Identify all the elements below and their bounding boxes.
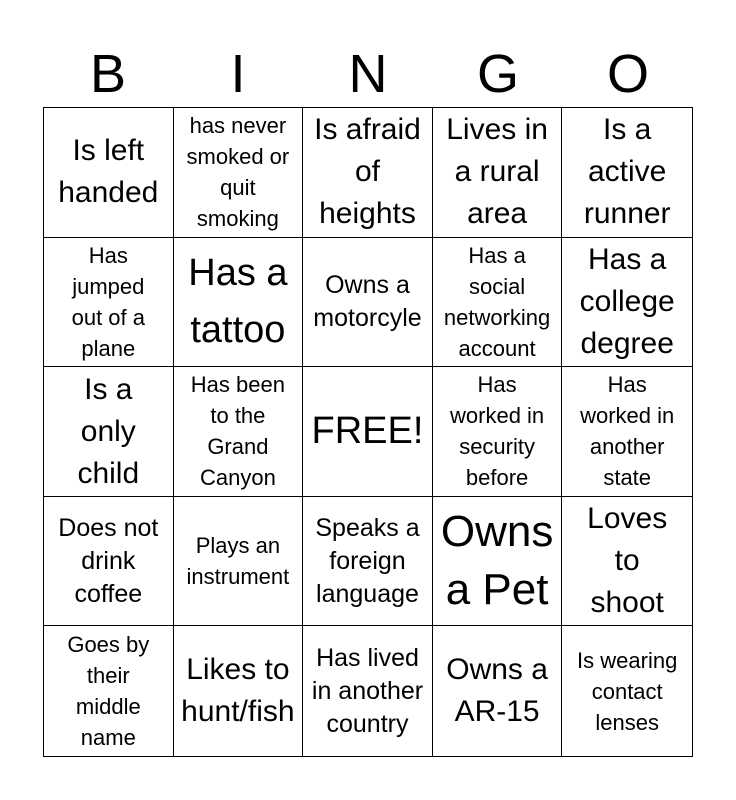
bingo-cell[interactable]: Plays an instrument	[174, 497, 304, 627]
bingo-header	[43, 40, 693, 108]
free-space[interactable]: FREE!	[303, 367, 433, 497]
bingo-cell[interactable]: Owns a Pet	[433, 497, 563, 627]
bingo-cell[interactable]: Goes by their middle name	[44, 626, 174, 756]
bingo-cell[interactable]: Has jumped out of a plane	[44, 238, 174, 368]
bingo-cell[interactable]: Has a college degree	[562, 238, 692, 368]
bingo-cell[interactable]: Has a social networking account	[433, 238, 563, 368]
bingo-cell[interactable]: Is left handed	[44, 108, 174, 238]
bingo-cell[interactable]: Is wearing contact lenses	[577, 647, 678, 735]
header-letter-n: N	[348, 44, 388, 104]
bingo-cell[interactable]: Is a active runner	[562, 108, 692, 238]
bingo-cell[interactable]: Has been to the Grand Canyon	[174, 367, 304, 497]
bingo-cell[interactable]: has never smoked or quit smoking	[174, 108, 304, 238]
bingo-cell[interactable]: Has lived in another country	[303, 626, 433, 756]
bingo-cell[interactable]: Loves to shoot	[562, 497, 692, 627]
bingo-cell[interactable]: Is a only child	[44, 367, 174, 497]
bingo-board	[43, 107, 693, 757]
header-letter-b: B	[89, 44, 127, 104]
bingo-cell[interactable]: Lives in a rural area	[433, 108, 563, 238]
bingo-cell[interactable]: Has worked in security before	[433, 367, 563, 497]
bingo-cell[interactable]: Has worked in another state	[562, 367, 692, 497]
bingo-cell[interactable]: Is afraid of heights	[303, 108, 433, 238]
bingo-cell[interactable]: Owns a motorcyle	[303, 238, 433, 368]
bingo-cell[interactable]: Likes to hunt/fish	[174, 626, 304, 756]
header-letter-g: G	[476, 44, 519, 104]
header-letter-o: O	[606, 44, 649, 104]
bingo-cell[interactable]: Speaks a foreign language	[303, 497, 433, 627]
bingo-cell[interactable]: Does not drink coffee	[44, 497, 174, 627]
header-letter-i: I	[230, 44, 246, 104]
bingo-cell[interactable]: Has a tattoo	[174, 238, 304, 368]
bingo-cell[interactable]: Owns a AR-15	[433, 626, 563, 756]
